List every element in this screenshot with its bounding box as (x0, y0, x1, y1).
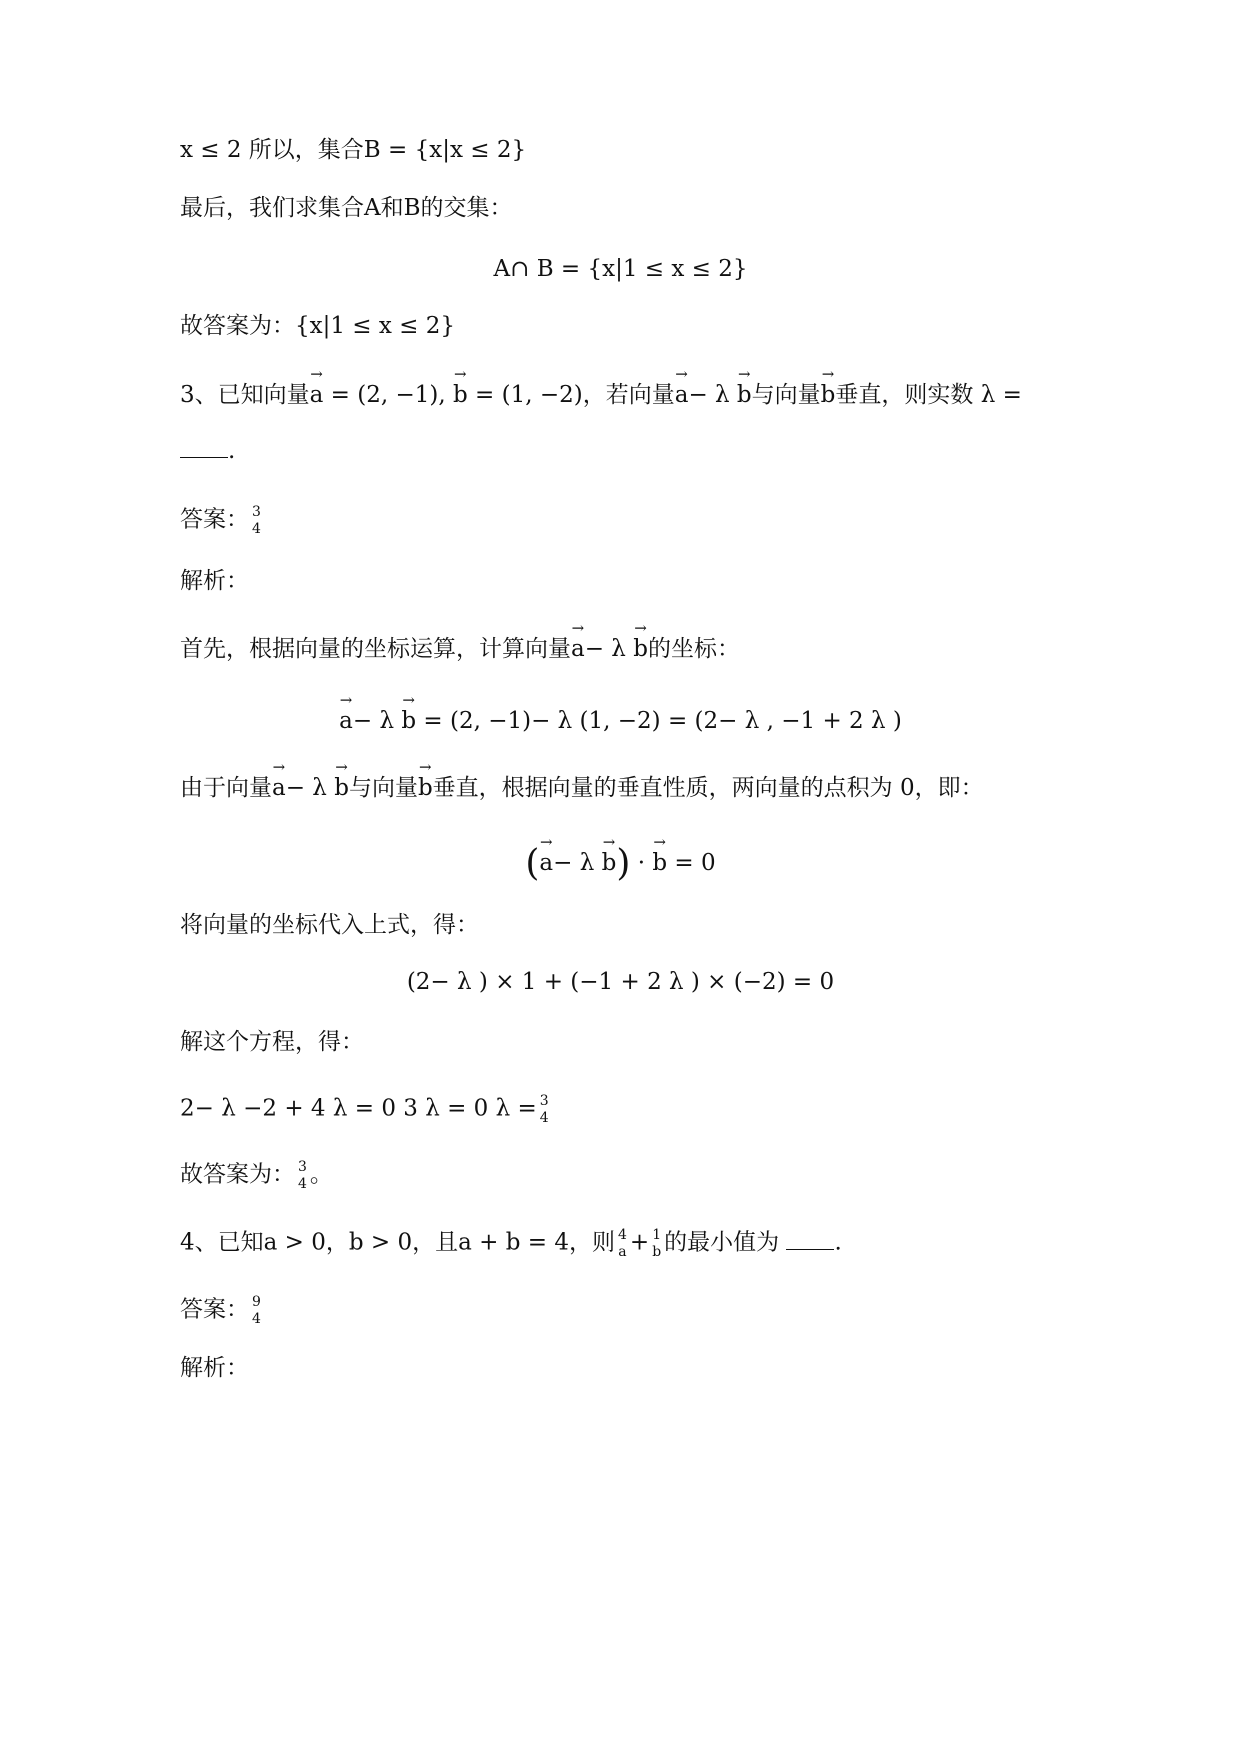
text-line: 故答案为：{x|1 ≤ x ≤ 2} (180, 313, 456, 339)
minus-lambda: − λ (285, 775, 335, 801)
fraction (618, 1228, 627, 1259)
step2-mid: 与向量 (348, 775, 418, 801)
period: . (834, 1229, 842, 1256)
question-4 (180, 1228, 842, 1259)
answer-blank (180, 456, 228, 458)
step-1 (180, 638, 740, 661)
equation-2 (0, 843, 1241, 884)
fraction (540, 1094, 549, 1125)
left-paren: ( (525, 843, 540, 884)
step-3: 将向量的坐标代入上式，得： (180, 912, 479, 938)
final-suffix: 。 (309, 1161, 333, 1188)
q3-end: 垂直，则实数 λ = (835, 382, 1022, 408)
right-paren: ) (616, 843, 631, 884)
vector-a: → a (310, 384, 324, 407)
fraction-numerator: 1 (652, 1227, 662, 1243)
q3-mid: 与向量 (751, 382, 821, 408)
q4-suffix: 的最小值为 (664, 1229, 780, 1256)
fraction (652, 1228, 661, 1259)
step1-prefix: 首先，根据向量的坐标运算，计算向量 (180, 636, 571, 662)
vector-b: → b (334, 777, 349, 800)
period: . (228, 438, 236, 464)
vector-b: → b (418, 777, 433, 800)
text-line: 最后，我们求集合A和B的交集： (180, 195, 513, 221)
q3-a-value: = (2, −1), (323, 382, 446, 408)
final-answer (180, 1160, 333, 1191)
step-2 (180, 777, 984, 800)
minus-lambda: − λ (688, 382, 737, 408)
fraction-numerator: 4 (617, 1227, 627, 1243)
plus-sign: + (629, 1229, 650, 1256)
answer-blank (786, 1248, 834, 1250)
analysis-heading: 解析： (180, 1355, 249, 1381)
vector-b: → b (737, 384, 752, 407)
equation-line: A∩ B = {x|1 ≤ x ≤ 2} (493, 256, 748, 282)
step1-suffix: 的坐标： (647, 636, 740, 662)
fraction-denominator: 4 (298, 1176, 307, 1192)
fraction (252, 1295, 261, 1326)
fraction-denominator: 4 (252, 521, 261, 537)
answer-label: 答案： (180, 506, 249, 533)
fraction-numerator: 3 (298, 1159, 307, 1175)
answer-blank-line (180, 440, 235, 463)
fraction-numerator: 3 (539, 1093, 549, 1109)
answer-3 (180, 505, 264, 536)
step2-suffix: 垂直，根据向量的垂直性质，两向量的点积为 0，即： (432, 775, 984, 801)
vector-b: → b (821, 384, 836, 407)
fraction-numerator: 9 (252, 1294, 261, 1310)
equation-2-rest: = 0 (667, 850, 716, 876)
fraction-denominator: 4 (539, 1110, 549, 1126)
analysis-heading: 解析： (180, 568, 249, 594)
q3-b-value: = (1, −2)，若向量 (467, 382, 675, 408)
vector-b: → b (453, 384, 468, 407)
step2-prefix: 由于向量 (180, 775, 272, 801)
q3-prefix: 3、已知向量 (180, 382, 310, 408)
minus-lambda: − λ (553, 850, 602, 876)
final-prefix: 故答案为： (180, 1161, 295, 1188)
vector-b: → b (602, 852, 617, 875)
equation-3: (2− λ ) × 1 + (−1 + 2 λ ) × (−2) = 0 (406, 969, 835, 995)
vector-a: → a (675, 384, 689, 407)
q4-prefix: 4、已知a > 0，b > 0，且a + b = 4，则 (180, 1229, 615, 1256)
text-line: x ≤ 2 所以，集合B = {x|x ≤ 2} (180, 137, 527, 163)
answer-4 (180, 1295, 264, 1326)
dot-operator: · (630, 850, 653, 876)
vector-a: → a (272, 777, 286, 800)
vector-b: → b (652, 852, 667, 875)
equation-4 (180, 1094, 552, 1125)
equation-4-text: 2− λ −2 + 4 λ = 0 3 λ = 0 λ = (180, 1095, 537, 1122)
vector-a: → a (339, 710, 353, 733)
fraction-denominator: a (618, 1244, 627, 1260)
answer-label: 答案： (180, 1296, 249, 1323)
fraction (252, 505, 261, 536)
vector-a: → a (539, 852, 553, 875)
fraction-numerator: 3 (252, 504, 261, 520)
vector-a: → a (571, 638, 585, 661)
fraction-denominator: b (652, 1244, 662, 1260)
minus-lambda: − λ (352, 708, 402, 734)
step-4: 解这个方程，得： (180, 1029, 364, 1055)
vector-b: → b (401, 710, 416, 733)
vector-b: → b (633, 638, 648, 661)
equation-1-rest: = (2, −1)− λ (1, −2) = (2− λ , −1 + 2 λ ) (416, 708, 902, 734)
question-3 (180, 384, 1022, 407)
fraction-denominator: 4 (252, 1311, 261, 1327)
minus-lambda: − λ (584, 636, 634, 662)
fraction (298, 1160, 307, 1191)
equation-1 (0, 710, 1241, 733)
